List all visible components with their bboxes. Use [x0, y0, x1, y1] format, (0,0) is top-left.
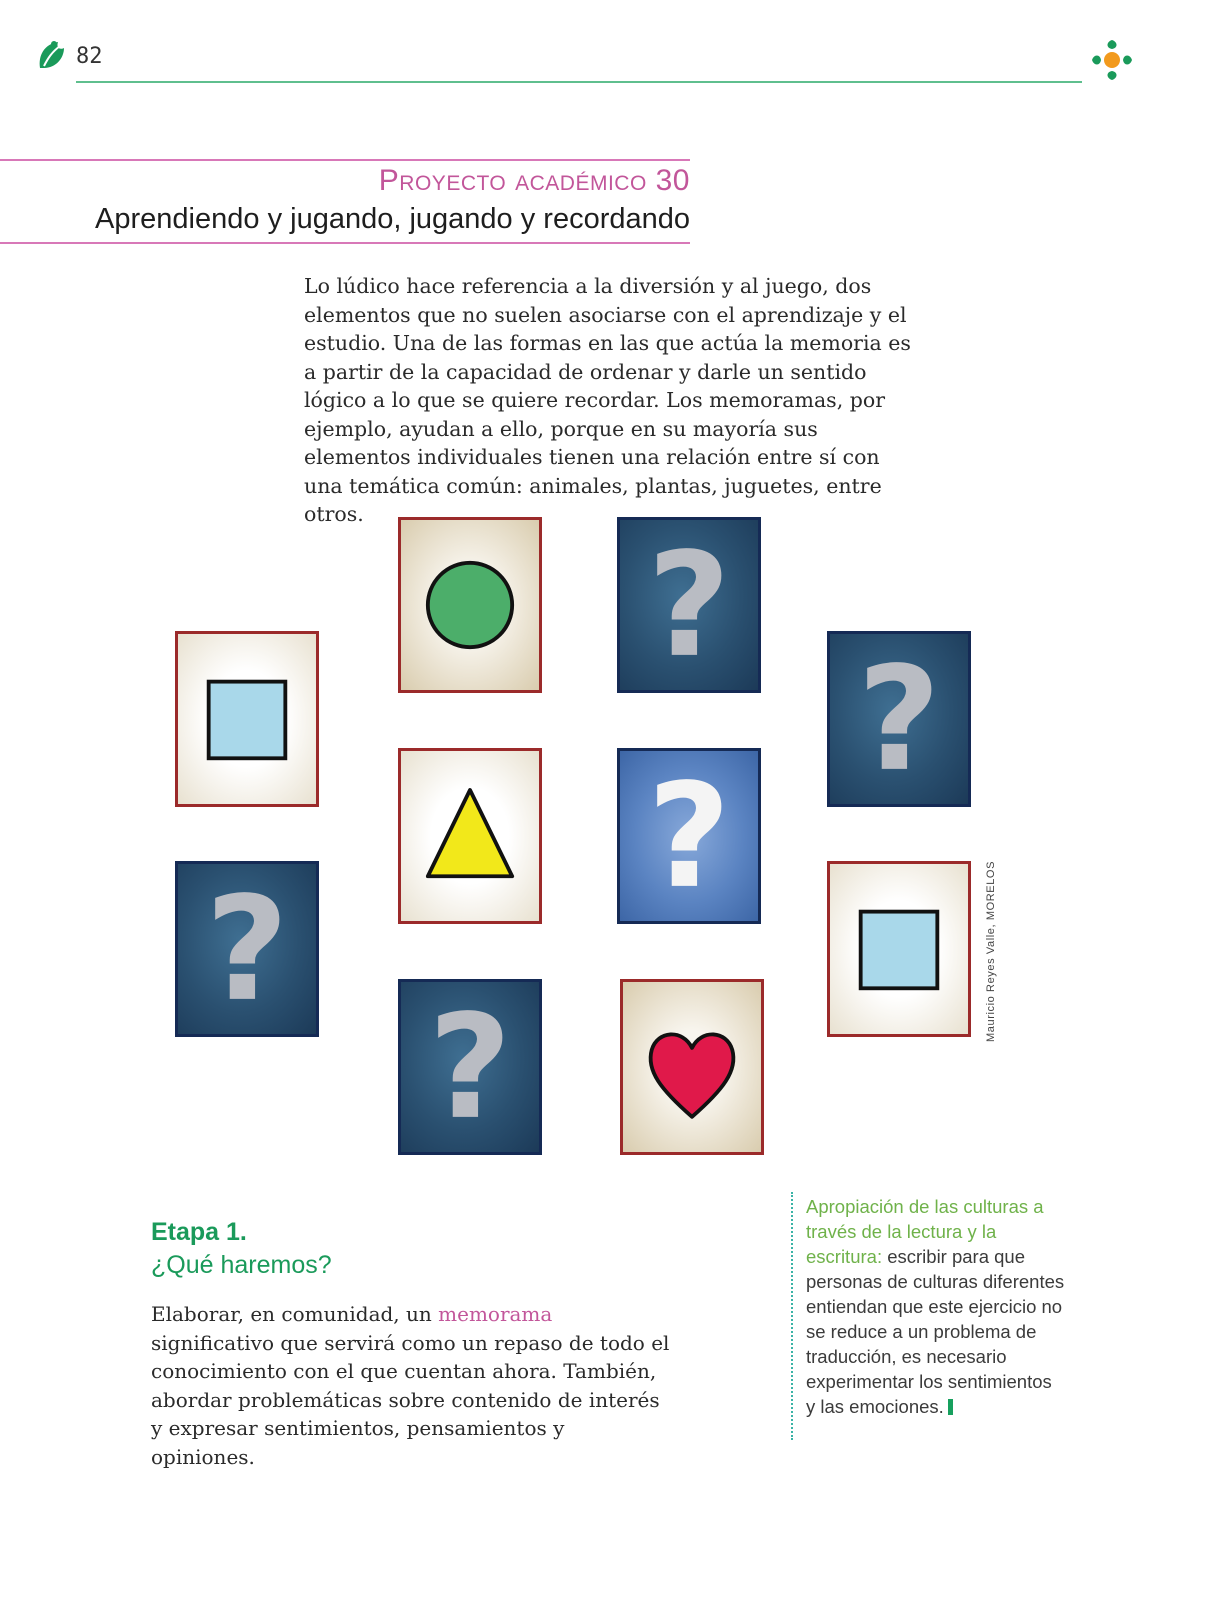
question-mark-icon: ? [857, 635, 941, 803]
flower-logo-icon [1086, 34, 1138, 86]
circle-icon [428, 563, 512, 647]
photo-credit: Mauricio Reyes Valle, MORELOS [985, 860, 997, 1042]
question-mark-icon: ? [647, 752, 731, 920]
heart-icon [651, 1034, 734, 1116]
triangle-icon [428, 790, 512, 876]
side-note-heading: Apropiación de las culturas a través de la lectura y la escritura: [806, 1196, 1044, 1267]
card-question-center [617, 748, 761, 924]
card-triangle [398, 748, 542, 924]
card-circle [398, 517, 542, 693]
side-note [806, 1194, 1066, 1419]
card-square-left [175, 631, 319, 807]
project-title: Aprendiendo y jugando, jugando y recordando [95, 203, 690, 235]
question-mark-icon: ? [647, 521, 731, 689]
side-note-rule [791, 1192, 793, 1440]
etapa-paragraph [151, 1300, 671, 1471]
end-mark-icon [948, 1399, 953, 1415]
intro-paragraph: Lo lúdico hace referencia a la diversión y al juego, dos elementos que no suelen asociarse con el aprendizaje y el estudio. Una de las formas en las que actúa la memoria es a partir de la capacidad de ordenar y darle un sentido lógico a lo que se quiere recordar. Los memoramas, por ejemplo, ayudan a ello, porque en su mayoría sus elementos individuales tienen una relación entre sí con una temática común: animales, plantas, juguetes, entre otros. [304, 274, 911, 526]
card-question-top [617, 517, 761, 693]
card-heart [620, 979, 764, 1155]
page-number: 82 [76, 44, 103, 69]
etapa-subtitle: ¿Qué haremos? [151, 1251, 332, 1279]
card-square-right [827, 861, 971, 1037]
square-icon [861, 912, 938, 989]
title-rule-top [0, 159, 690, 161]
project-label: Proyecto académico 30 [378, 164, 690, 197]
card-question-bottom [398, 979, 542, 1155]
card-question-right [827, 631, 971, 807]
header-rule [76, 81, 1082, 83]
title-rule-bottom [0, 242, 690, 244]
etapa-text-start: Elaborar, en comunidad, un [151, 1302, 439, 1326]
question-mark-icon: ? [428, 983, 512, 1151]
etapa-text-end: significativo que servirá como un repaso de todo el conocimiento con el que cuentan ahora. También, abordar problemáticas sobre contenido de interés y expresar sentimientos, pensamientos y opiniones. [151, 1330, 670, 1469]
etapa-title: Etapa 1. [151, 1218, 247, 1246]
card-question-left [175, 861, 319, 1037]
side-note-body: escribir para que personas de culturas diferentes entiendan que este ejercicio no se reduce a un problema de traducción, es necesario experimentar los sentimientos y las emociones. [806, 1246, 1065, 1417]
square-icon [209, 682, 286, 759]
highlight-word: memorama [438, 1302, 553, 1326]
leaf-logo-icon [34, 38, 70, 74]
question-mark-icon: ? [205, 865, 289, 1033]
